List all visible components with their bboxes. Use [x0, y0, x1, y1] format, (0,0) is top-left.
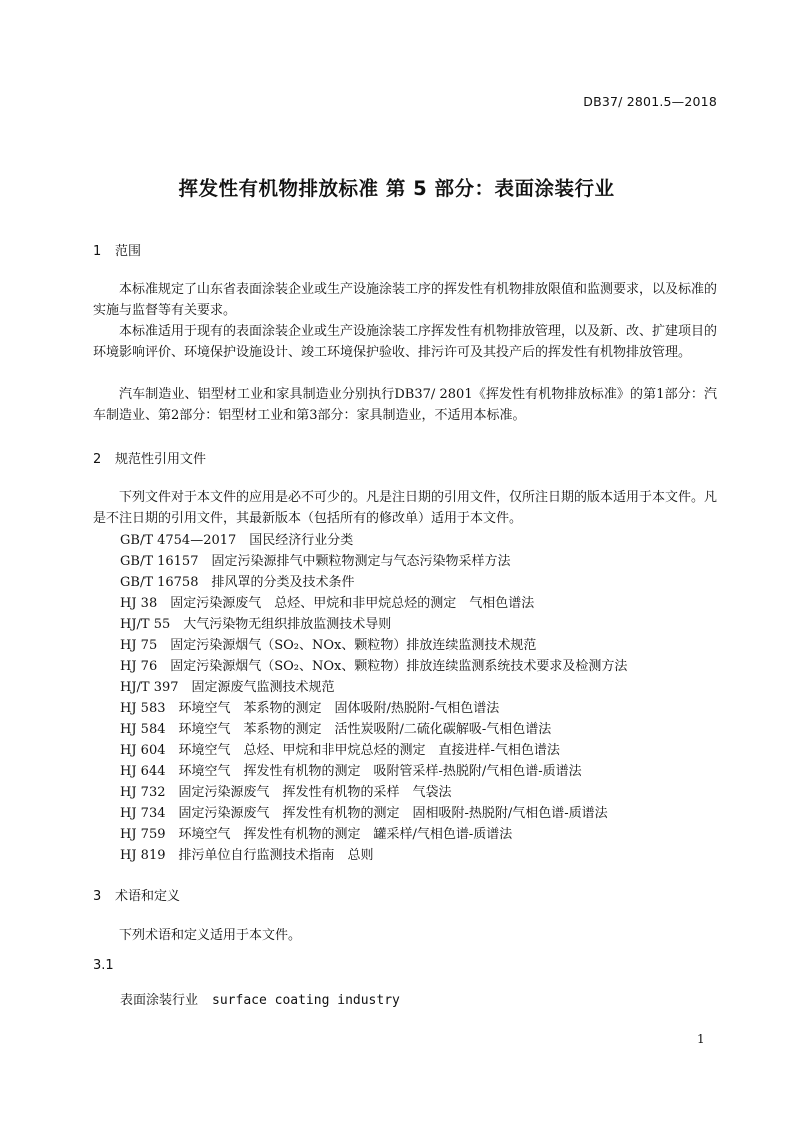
reference-item: HJ 819 排污单位自行监测技术指南 总则 — [120, 848, 374, 863]
reference-item: HJ 604 环境空气 总烃、甲烷和非甲烷总烃的测定 直接进样-气相色谱法 — [120, 743, 560, 758]
paragraph: 下列文件对于本文件的应用是必不可少的。凡是注日期的引用文件，仅所注日期的版本适用于本文件。凡是不注日期的引用文件，其最新版本（包括所有的修改单）适用于本文件。 — [93, 490, 718, 526]
reference-item: HJ 732 固定污染源废气 挥发性有机物的采样 气袋法 — [120, 785, 452, 800]
reference-item: HJ 759 环境空气 挥发性有机物的测定 罐采样/气相色谱-质谱法 — [120, 827, 513, 842]
reference-item: HJ 584 环境空气 苯系物的测定 活性炭吸附/二硫化碳解吸-气相色谱法 — [120, 722, 552, 737]
section-title: 范围 — [115, 244, 142, 259]
section-2-heading — [93, 448, 206, 467]
paragraph: 本标准适用于现有的表面涂装企业或生产设施涂装工序挥发性有机物排放管理，以及新、改、扩建项目的环境影响评价、环境保护设施设计、竣工环境保护验收、排污许可及其投产后的挥发性有机物排放管理。 — [93, 324, 718, 360]
section-number: 2 — [93, 452, 102, 467]
term-chinese: 表面涂装行业 — [120, 993, 199, 1008]
reference-item: HJ/T 55 大气污染物无组织排放监测技术导则 — [120, 617, 392, 632]
paragraph: 下列术语和定义适用于本文件。 — [119, 928, 302, 943]
reference-item: GB/T 16758 排风罩的分类及技术条件 — [120, 575, 355, 590]
reference-item: HJ 38 固定污染源废气 总烃、甲烷和非甲烷总烃的测定 气相色谱法 — [120, 596, 535, 611]
document-id: DB37/ 2801.5—2018 — [583, 94, 717, 109]
reference-item: GB/T 4754—2017 国民经济行业分类 — [120, 533, 354, 548]
term-english: surface coating industry — [212, 993, 400, 1008]
page-title: 挥发性有机物排放标准 第 5 部分：表面涂装行业 — [178, 177, 615, 200]
reference-item: HJ 644 环境空气 挥发性有机物的测定 吸附管采样-热脱附/气相色谱-质谱法 — [120, 764, 582, 779]
page-number: 1 — [697, 1032, 705, 1046]
subsection-number: 3.1 — [93, 958, 114, 973]
reference-item: HJ/T 397 固定源废气监测技术规范 — [120, 680, 335, 695]
reference-item: HJ 734 固定污染源废气 挥发性有机物的测定 固相吸附-热脱附/气相色谱-质谱法 — [120, 806, 608, 821]
section-number: 3 — [93, 889, 102, 904]
term-entry — [120, 989, 400, 1008]
section-number: 1 — [93, 244, 102, 259]
section-title: 术语和定义 — [115, 889, 181, 904]
reference-item: HJ 75 固定污染源烟气（SO₂、NOx、颗粒物）排放连续监测技术规范 — [120, 638, 537, 653]
reference-item: HJ 76 固定污染源烟气（SO₂、NOx、颗粒物）排放连续监测系统技术要求及检测方法 — [120, 659, 628, 674]
paragraph: 本标准规定了山东省表面涂装企业或生产设施涂装工序的挥发性有机物排放限值和监测要求，以及标准的实施与监督等有关要求。 — [93, 282, 718, 318]
section-3-heading — [93, 885, 180, 904]
reference-item: HJ 583 环境空气 苯系物的测定 固体吸附/热脱附-气相色谱法 — [120, 701, 500, 716]
section-1-heading — [93, 240, 141, 259]
section-title: 规范性引用文件 — [115, 452, 207, 467]
paragraph: 汽车制造业、铝型材工业和家具制造业分别执行DB37/ 2801《挥发性有机物排放标准》的第1部分：汽车制造业、第2部分：铝型材工业和第3部分：家具制造业，不适用本标准。 — [93, 387, 717, 423]
reference-item: GB/T 16157 固定污染源排气中颗粒物测定与气态污染物采样方法 — [120, 554, 511, 569]
